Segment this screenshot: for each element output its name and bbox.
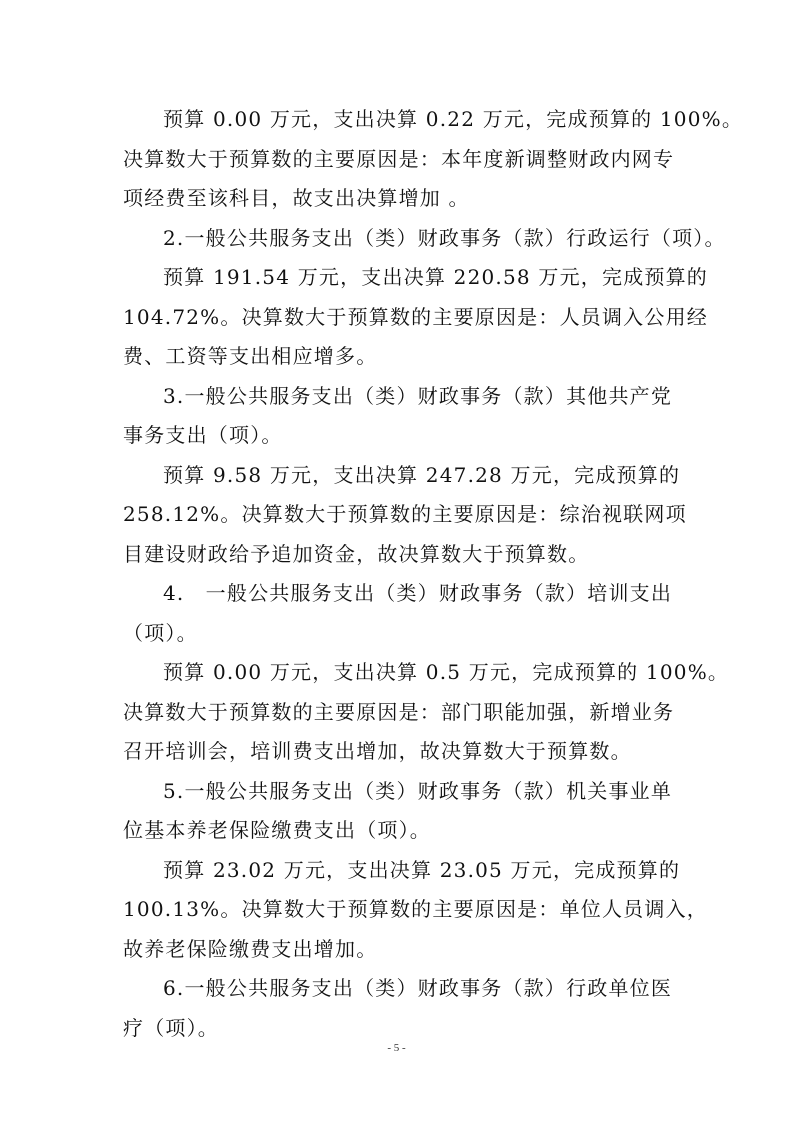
text-line: 104.72%。决算数大于预算数的主要原因是：人员调入公用经 xyxy=(123,304,708,329)
section-heading: 6.一般公共服务支出（类）财政事务（款）行政单位医 xyxy=(163,976,673,1000)
section-heading: 5.一般公共服务支出（类）财政事务（款）机关事业单 xyxy=(163,778,673,803)
section-heading: 2.一般公共服务支出（类）财政事务（款）行政运行（项）。 xyxy=(163,225,726,250)
text-line: 预算 0.00 万元，支出决算 0.5 万元，完成预算的 100%。 xyxy=(163,660,730,684)
page-number: - 5 - xyxy=(387,1042,406,1054)
text-line: 预算 9.58 万元，支出决算 247.28 万元，完成预算的 xyxy=(163,462,681,487)
section-heading: 3.一般公共服务支出（类）财政事务（款）其他共产党 xyxy=(163,383,673,408)
section-heading: 位基本养老保险缴费支出（项）。 xyxy=(123,818,431,842)
text-line: 预算 0.00 万元，支出决算 0.22 万元，完成预算的 100%。 xyxy=(163,107,744,131)
section-heading: 4. 一般公共服务支出（类）财政事务（款）培训支出 xyxy=(163,581,673,605)
text-line: 预算 23.02 万元，支出决算 23.05 万元，完成预算的 xyxy=(163,857,681,882)
text-line: 100.13%。决算数大于预算数的主要原因是：单位人员调入， xyxy=(123,897,708,921)
section-heading: 疗（项）。 xyxy=(123,1015,219,1040)
text-line: 决算数大于预算数的主要原因是：部门职能加强，新增业务 xyxy=(123,699,675,724)
text-line: 决算数大于预算数的主要原因是：本年度新调整财政内网专 xyxy=(123,146,675,171)
text-line: 预算 191.54 万元，支出决算 220.58 万元，完成预算的 xyxy=(163,265,708,289)
body-text xyxy=(123,100,744,1048)
section-heading: （项）。 xyxy=(123,620,198,645)
text-line: 258.12%。决算数大于预算数的主要原因是：综治视联网项 xyxy=(123,502,687,526)
text-line: 故养老保险缴费支出增加。 xyxy=(123,936,378,961)
section-heading: 事务支出（项）。 xyxy=(123,423,283,447)
text-line: 召开培训会，培训费支出增加，故决算数大于预算数。 xyxy=(123,739,632,763)
text-line: 项经费至该科目，故支出决算增加 。 xyxy=(123,186,470,210)
text-line: 费、工资等支出相应增多。 xyxy=(123,344,378,368)
text-line: 目建设财政给予追加资金，故决算数大于预算数。 xyxy=(123,541,590,566)
